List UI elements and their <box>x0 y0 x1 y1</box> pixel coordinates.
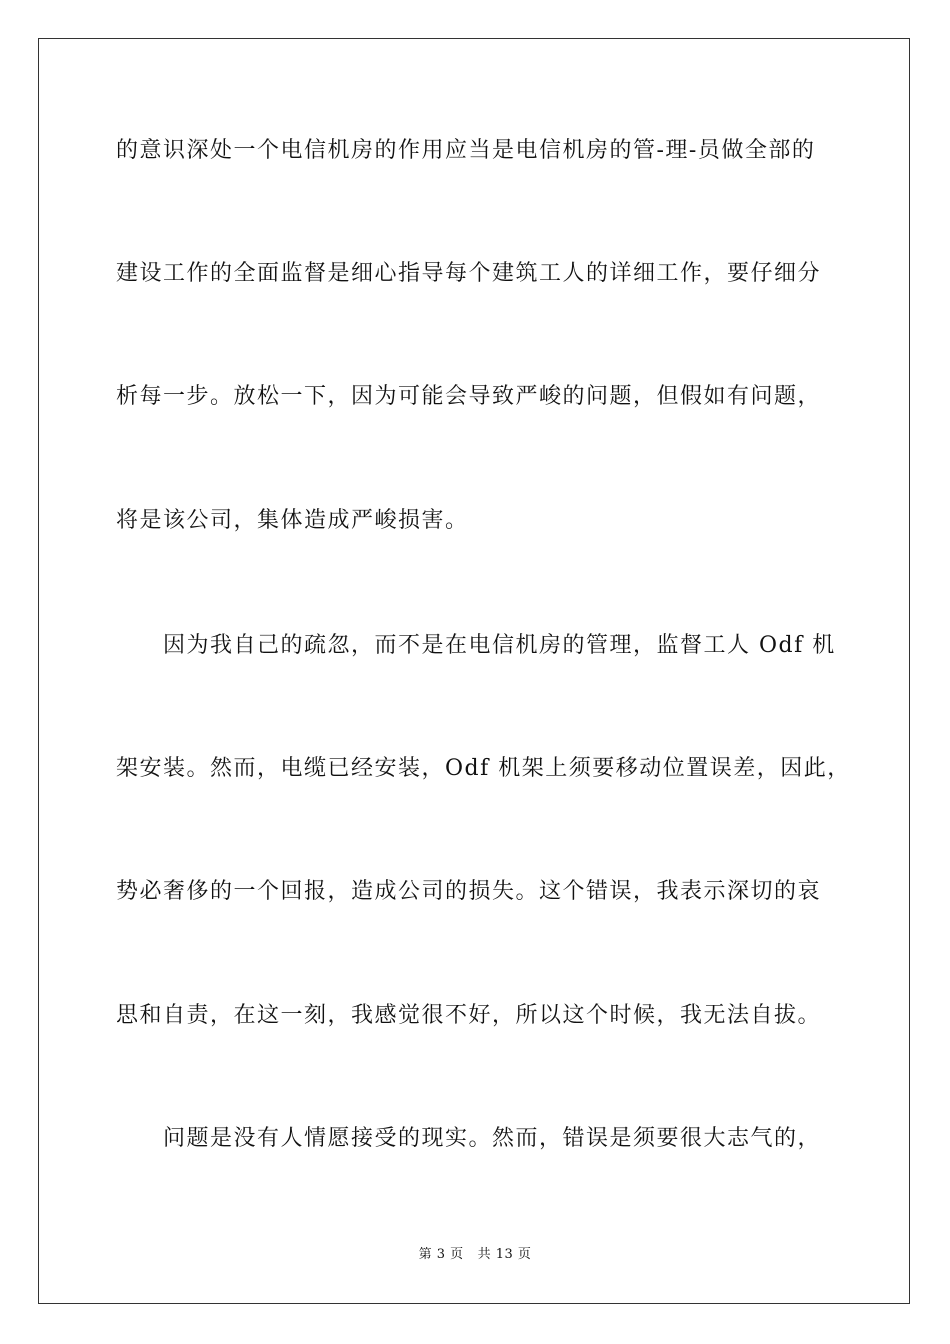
paragraph-start-line: 问题是没有人情愿接受的现实。然而，错误是须要很大志气的， <box>163 1126 822 1151</box>
text-line: 建设工作的全面监督是细心指导每个建筑工人的详细工作，要仔细分 <box>116 261 822 286</box>
paragraph-start-line: 因为我自己的疏忽，而不是在电信机房的管理，监督工人 Odf 机 <box>163 633 836 658</box>
page-total: 共 13 页 <box>477 1247 532 1262</box>
text-line: 势必奢侈的一个回报，造成公司的损失。这个错误，我表示深切的哀 <box>116 879 822 904</box>
text-line: 架安装。然而，电缆已经安装，Odf 机架上须要移动位置误差，因此， <box>116 756 851 781</box>
page-number: 第 3 页 <box>418 1247 464 1262</box>
text-line: 将是该公司，集体造成严峻损害。 <box>116 508 469 533</box>
page-frame <box>38 38 910 1304</box>
text-line: 思和自责，在这一刻，我感觉很不好，所以这个时候，我无法自拔。 <box>116 1003 822 1028</box>
text-line: 的意识深处一个电信机房的作用应当是电信机房的管-理-员做全部的 <box>116 138 816 163</box>
text-line: 析每一步。放松一下，因为可能会导致严峻的问题，但假如有问题， <box>116 384 822 409</box>
page-footer <box>0 1246 950 1264</box>
